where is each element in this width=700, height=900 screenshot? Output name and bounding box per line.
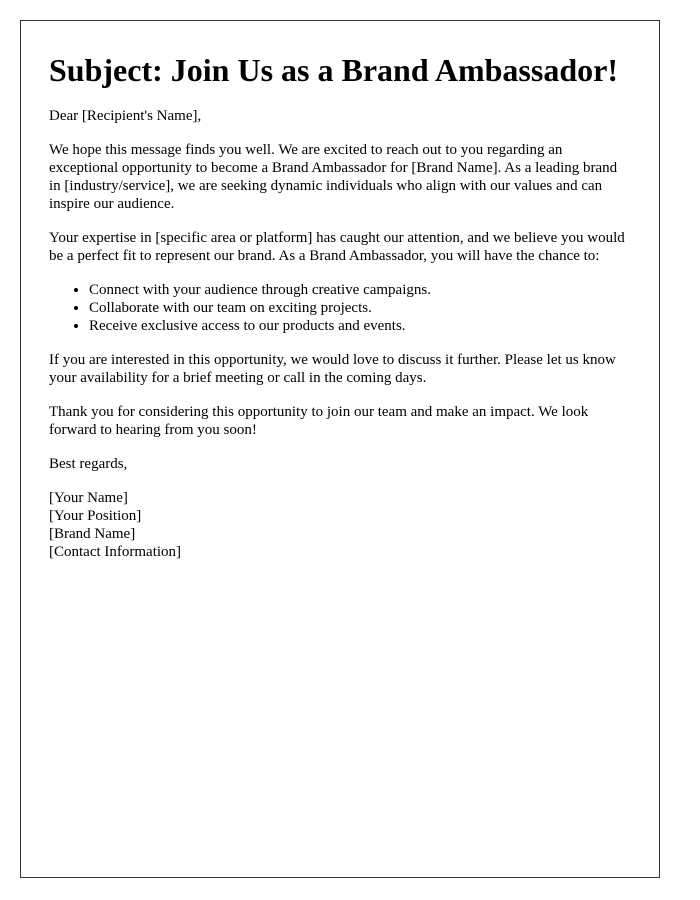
signature-position: [Your Position]: [49, 508, 142, 524]
signature-brand: [Brand Name]: [49, 526, 136, 542]
letter-page: [20, 20, 660, 878]
signature-block: [49, 489, 631, 561]
letter-greeting: Dear [Recipient's Name],: [49, 108, 202, 124]
letter-paragraph-interest: If you are interested in this opportunity, we would love to discuss it further. Please let us know your availability for a brief meeting or call in the coming days.: [49, 352, 616, 386]
letter-paragraph-expertise: Your expertise in [specific area or platform] has caught our attention, and we believe you would be a perfect fit to represent our brand. As a Brand Ambassador, you will have the chance to:: [49, 230, 625, 264]
letter-closing: Best regards,: [49, 456, 128, 472]
signature-contact: [Contact Information]: [49, 544, 182, 560]
letter-paragraph-intro: We hope this message finds you well. We are excited to reach out to you regarding an exceptional opportunity to become a Brand Ambassador for [Brand Name]. As a leading brand in [industry/service], we are seeking dynamic individuals who align with our values and can inspire our audience.: [49, 142, 618, 212]
letter-subject: Subject: Join Us as a Brand Ambassador!: [49, 52, 618, 88]
benefit-item: • Connect with your audience through creative campaigns.: [89, 281, 631, 299]
benefits-list: [49, 281, 631, 335]
benefit-item: • Collaborate with our team on exciting projects.: [89, 299, 631, 317]
signature-name: [Your Name]: [49, 490, 128, 506]
letter-paragraph-thanks: Thank you for considering this opportunity to join our team and make an impact. We look forward to hearing from you soon!: [49, 404, 589, 438]
benefit-item: • Receive exclusive access to our products and events.: [89, 317, 631, 335]
